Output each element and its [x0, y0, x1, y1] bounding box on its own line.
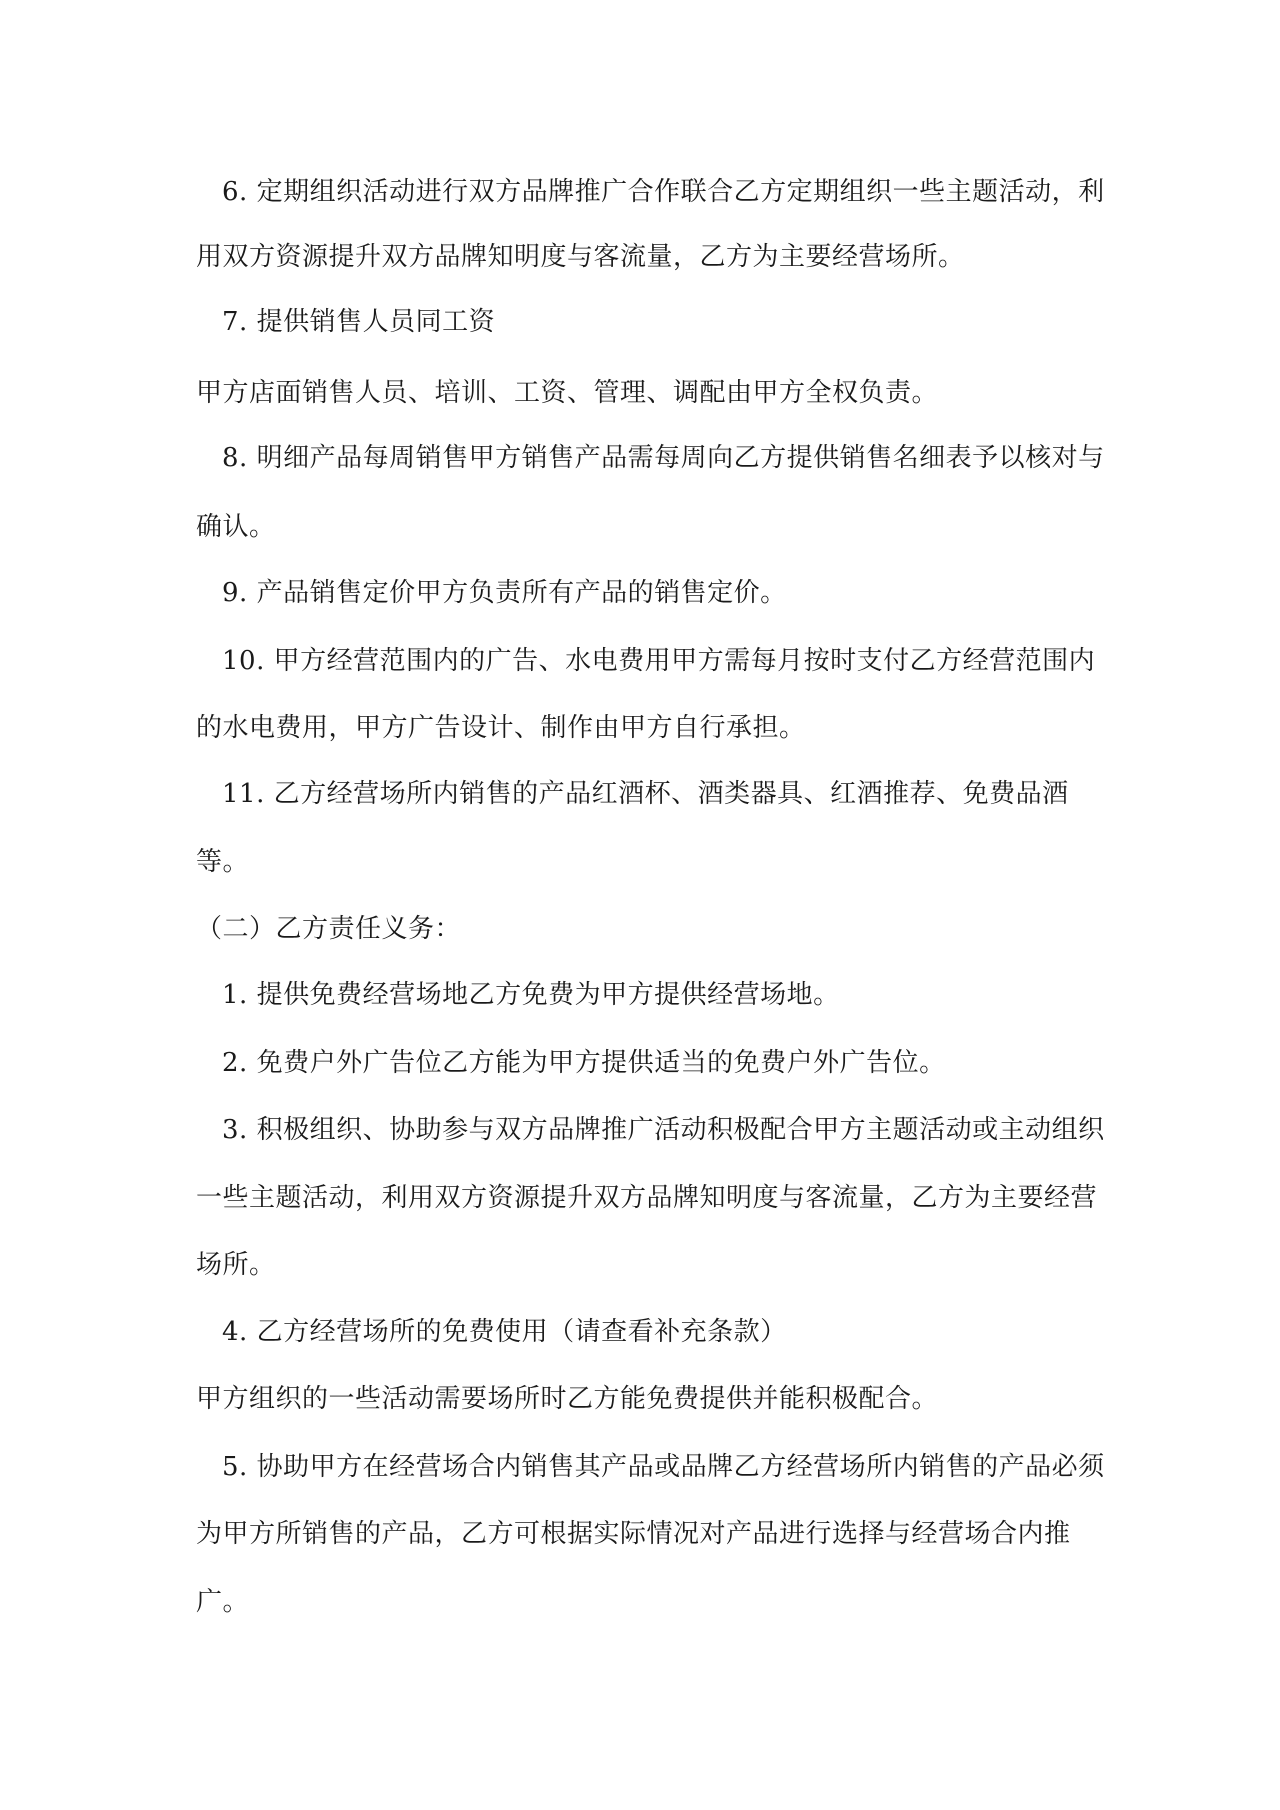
text-line: 7. 提供销售人员同工资 [222, 307, 496, 337]
text-line: 确认。 [196, 512, 276, 542]
text-line: 等。 [196, 847, 250, 877]
text-line: 用双方资源提升双方品牌知明度与客流量，乙方为主要经营场所。 [196, 242, 965, 272]
text-line: 6. 定期组织活动进行双方品牌推广合作联合乙方定期组织一些主题活动，利 [222, 177, 1105, 207]
text-line: 11. 乙方经营场所内销售的产品红酒杯、酒类器具、红酒推荐、免费品酒 [222, 779, 1069, 809]
text-line: 4. 乙方经营场所的免费使用（请查看补充条款） [222, 1317, 787, 1347]
text-line: 甲方店面销售人员、培训、工资、管理、调配由甲方全权负责。 [196, 378, 939, 408]
text-line: 场所。 [196, 1250, 276, 1280]
text-line: 广。 [196, 1587, 250, 1617]
text-line: 5. 协助甲方在经营场合内销售其产品或品牌乙方经营场所内销售的产品必须 [222, 1452, 1105, 1482]
text-line: 一些主题活动，利用双方资源提升双方品牌知明度与客流量，乙方为主要经营 [196, 1183, 1098, 1213]
text-line: 8. 明细产品每周销售甲方销售产品需每周向乙方提供销售名细表予以核对与 [222, 443, 1105, 473]
text-line: 的水电费用，甲方广告设计、制作由甲方自行承担。 [196, 713, 806, 743]
text-line: 1. 提供免费经营场地乙方免费为甲方提供经营场地。 [222, 980, 840, 1010]
text-line: 2. 免费户外广告位乙方能为甲方提供适当的免费户外广告位。 [222, 1048, 946, 1078]
text-line: 9. 产品销售定价甲方负责所有产品的销售定价。 [222, 578, 787, 608]
text-line: 甲方组织的一些活动需要场所时乙方能免费提供并能积极配合。 [196, 1384, 939, 1414]
text-line: 10. 甲方经营范围内的广告、水电费用甲方需每月按时支付乙方经营范围内 [222, 646, 1096, 676]
section-heading: （二）乙方责任义务： [196, 914, 462, 944]
text-line: 为甲方所销售的产品，乙方可根据实际情况对产品进行选择与经营场合内推 [196, 1519, 1071, 1549]
text-line: 3. 积极组织、协助参与双方品牌推广活动积极配合甲方主题活动或主动组织 [222, 1115, 1105, 1145]
